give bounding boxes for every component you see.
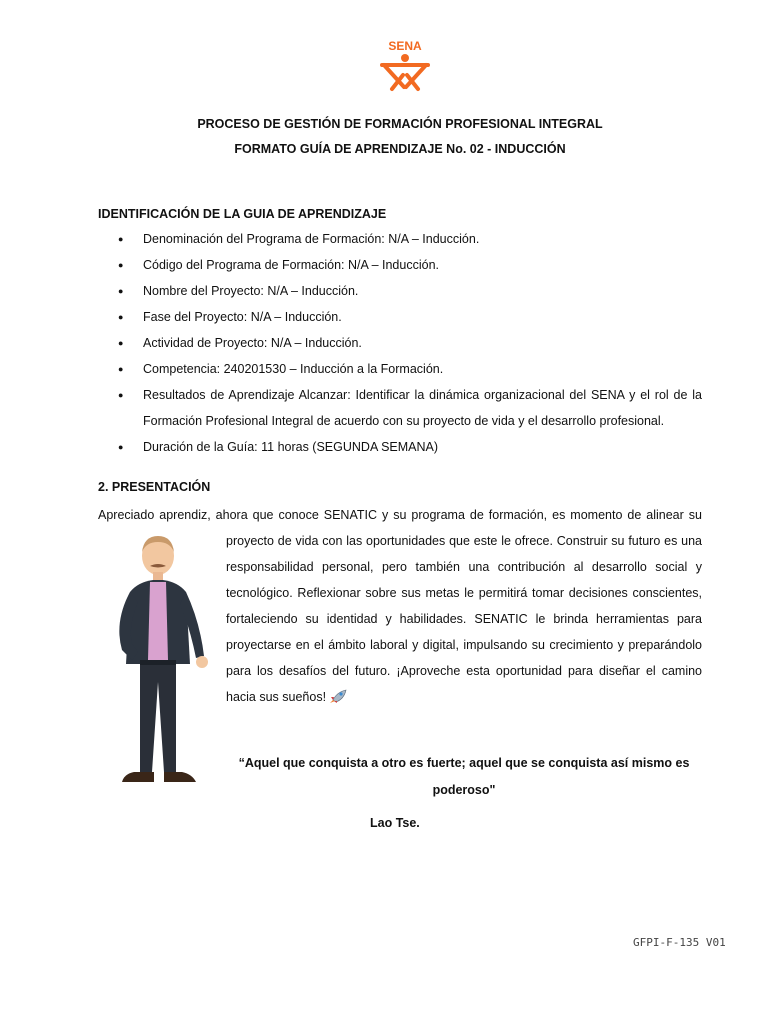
list-item: ● Código del Programa de Formación: N/A – Inducción. xyxy=(98,252,702,278)
document-title-format: FORMATO GUÍA DE APRENDIZAJE No. 02 - INDUCCIÓN xyxy=(234,142,566,156)
list-item: ● Competencia: 240201530 – Inducción a la Formación. xyxy=(98,356,702,382)
presentation-body xyxy=(226,528,702,710)
identification-list xyxy=(98,226,702,460)
list-item: ● Nombre del Proyecto: N/A – Inducción. xyxy=(98,278,702,304)
rocket-icon xyxy=(330,689,348,703)
sena-logo xyxy=(376,38,434,92)
document-code: GFPI-F-135 V01 xyxy=(633,936,726,949)
list-item: ● Duración de la Guía: 11 horas (SEGUNDA SEMANA) xyxy=(98,434,702,460)
presentation-body-text: proyecto de vida con las oportunidades que este le ofrece. Construir su futuro es una responsabilidad personal, pero también una contribución al desarrollo social y tecnológico. Reflexionar sobre sus metas le permitirá tomar decisiones conscientes, fortaleciendo su identidad y habilidades. SENATIC le brinda herramientas para proyectarse en el ámbito laboral y digital, impulsando su crecimiento y preparándolo para los desafíos del futuro. ¡Aproveche esta oportunidad para diseñar el camino hacia sus sueños! xyxy=(226,534,702,704)
identification-heading: IDENTIFICACIÓN DE LA GUIA DE APRENDIZAJE xyxy=(98,207,387,221)
list-item: ● Fase del Proyecto: N/A – Inducción. xyxy=(98,304,702,330)
list-item: ● Denominación del Programa de Formación: N/A – Inducción. xyxy=(98,226,702,252)
presentation-intro: Apreciado aprendiz, ahora que conoce SENATIC y su programa de formación, es momento de alinear su xyxy=(98,508,702,522)
quote-author: Lao Tse. xyxy=(370,816,420,830)
document-title-process: PROCESO DE GESTIÓN DE FORMACIÓN PROFESIONAL INTEGRAL xyxy=(197,117,603,131)
list-item: ● Actividad de Proyecto: N/A – Inducción. xyxy=(98,330,702,356)
presentation-heading: 2. PRESENTACIÓN xyxy=(98,480,211,494)
sena-logo-text: SENA xyxy=(388,39,422,53)
list-item: ● Resultados de Aprendizaje Alcanzar: Identificar la dinámica organizacional del SENA y el rol de la Formación Profesional Integral de acuerdo con su proyecto de vida y el desarrollo profesional. xyxy=(98,382,702,434)
quote: “Aquel que conquista a otro es fuerte; aquel que se conquista así mismo es poderoso" xyxy=(238,756,690,797)
man-illustration xyxy=(108,532,216,790)
